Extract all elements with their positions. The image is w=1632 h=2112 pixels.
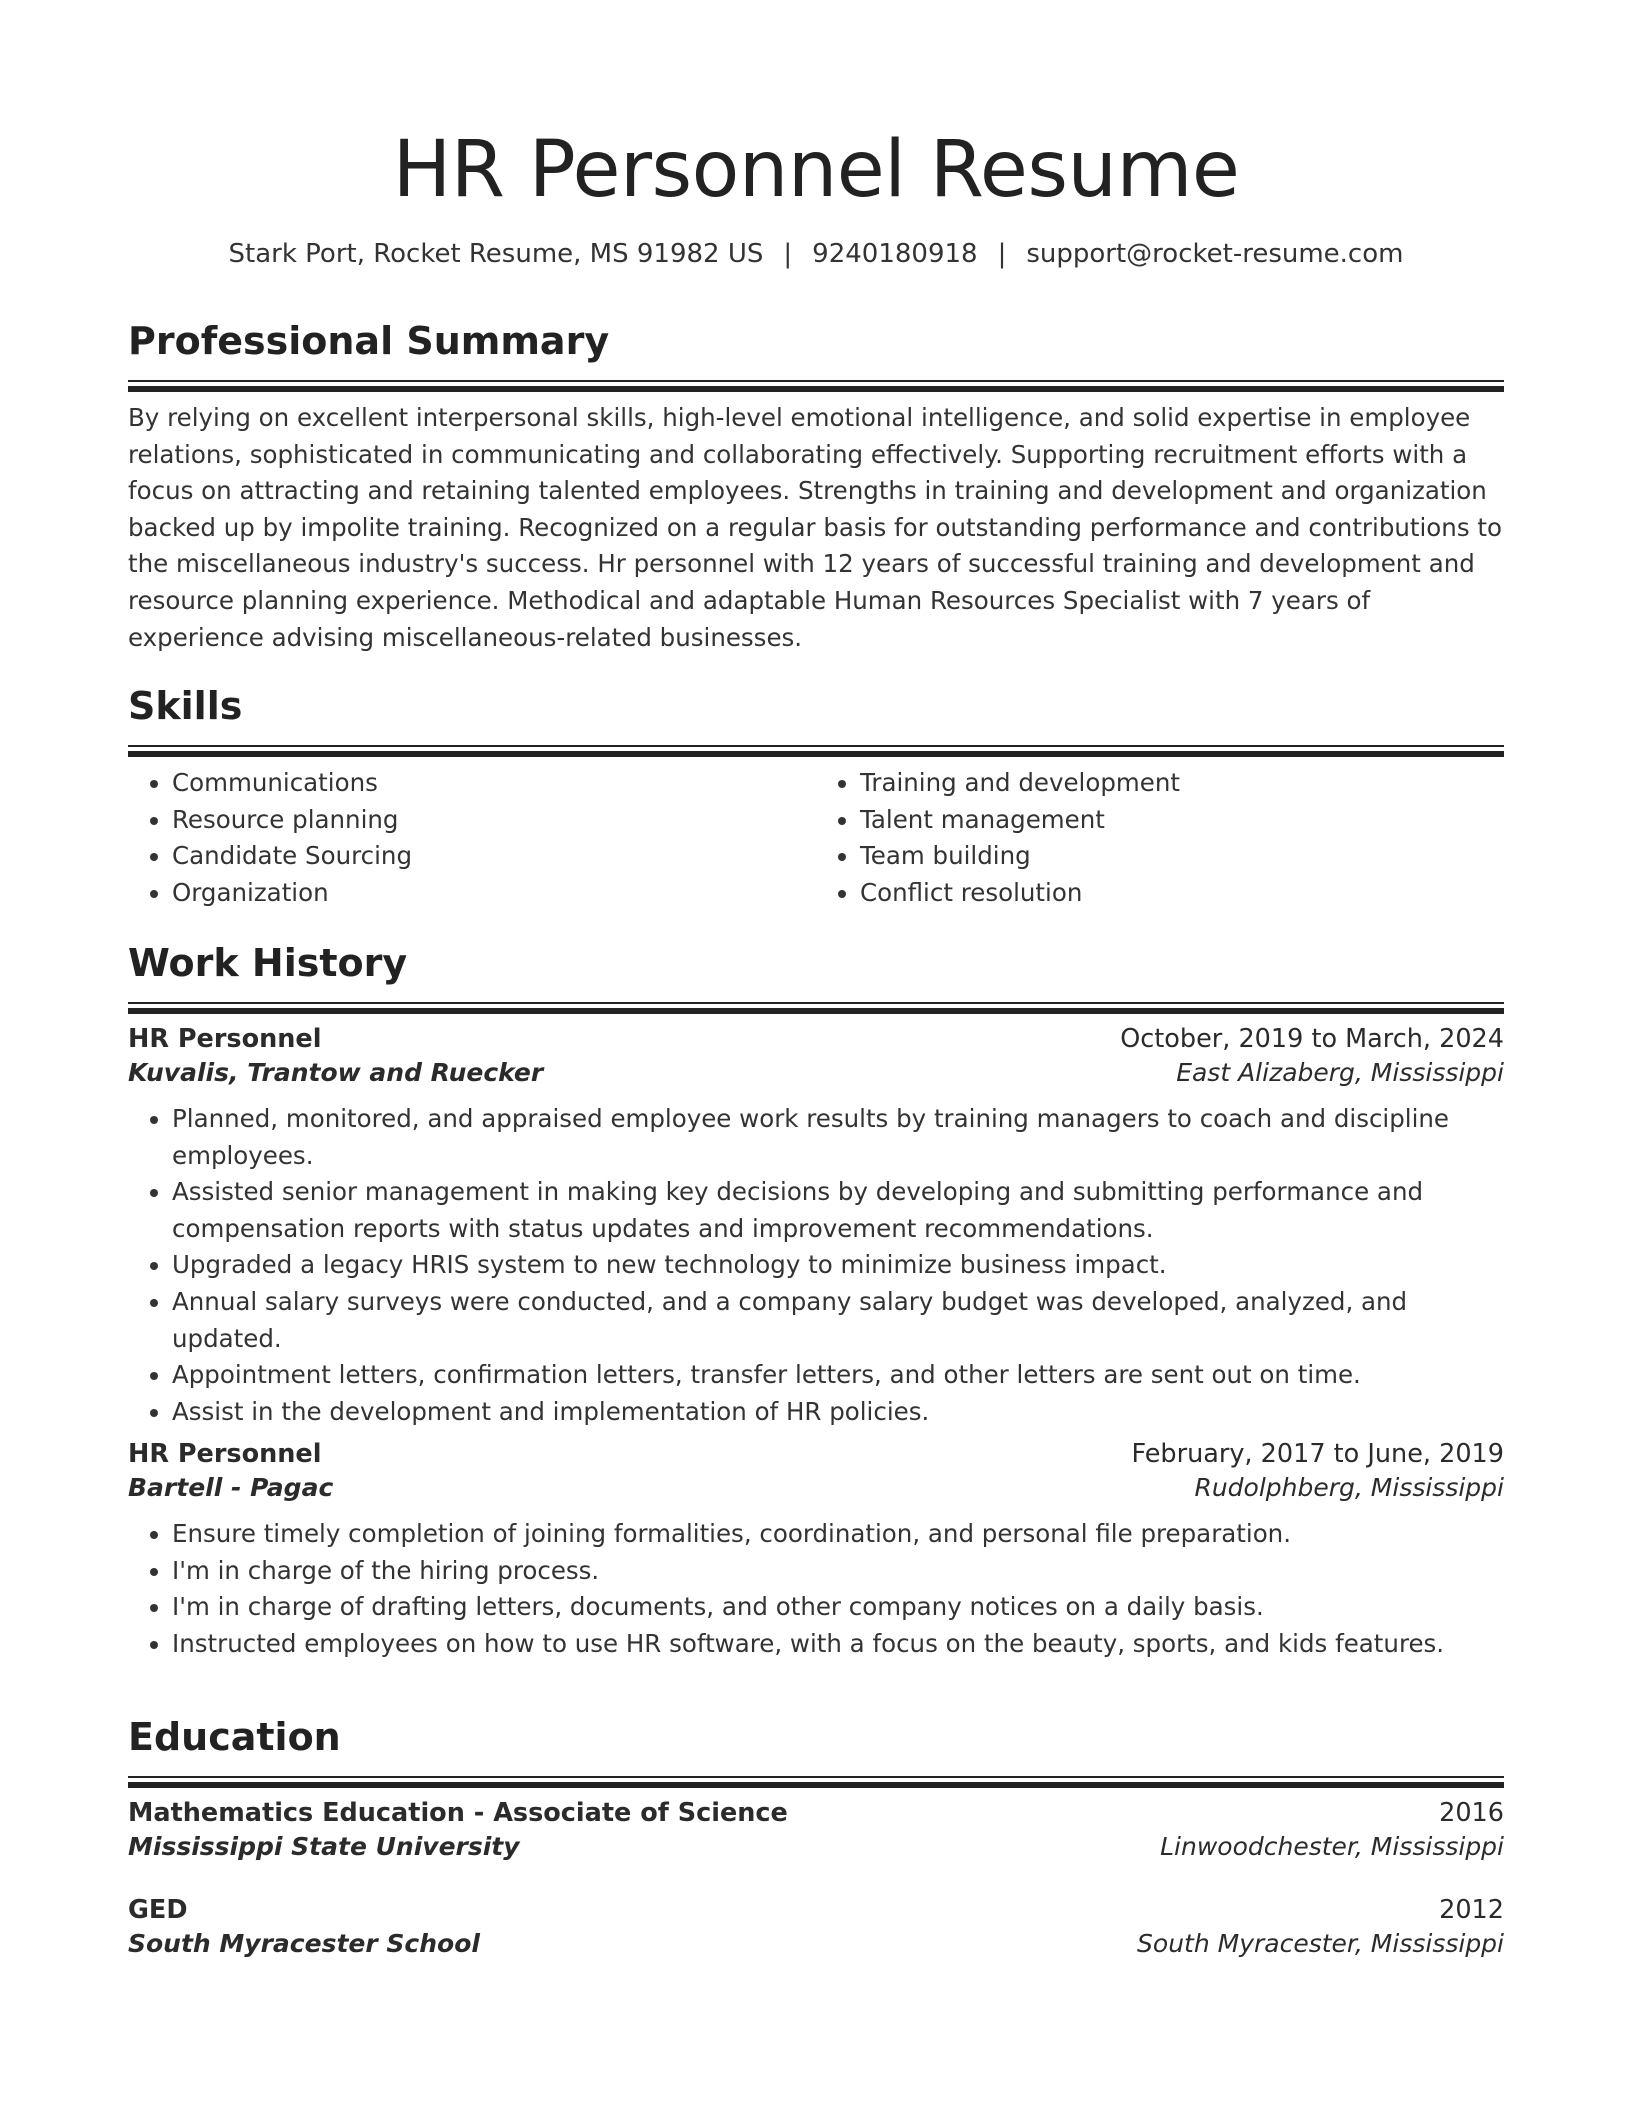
job-bullets bbox=[128, 1516, 1504, 1662]
section-divider bbox=[128, 1002, 1504, 1004]
education-school: South Myracester School bbox=[128, 1929, 480, 1958]
summary-text: By relying on excellent interpersonal skills, high-level emotional intelligence, and solid expertise in employee relations, sophisticated in communicating and collaborating effectively. Supporting recruitment efforts with a focus on attracting and retaining talented employees. Strengths in training and development and organization backed up by impolite training. Recognized on a regular basis for outstanding performance and contributions to the miscellaneous industry's success. Hr personnel with 12 years of successful training and development and resource planning experience. Methodical and adaptable Human Resources Specialist with 7 years of experience advising miscellaneous-related businesses. bbox=[128, 403, 1502, 652]
job-bullet: • Planned, monitored, and appraised employee work results by training managers to coach and discipline employees. bbox=[172, 1101, 1504, 1174]
job-bullet: • Appointment letters, confirmation letters, transfer letters, and other letters are sent out on time. bbox=[172, 1357, 1504, 1394]
skills-list-right bbox=[816, 765, 1504, 911]
education-year: 2016 bbox=[1439, 1798, 1504, 1828]
contact-email: support@rocket-resume.com bbox=[1026, 239, 1404, 269]
job-header bbox=[128, 1439, 1504, 1469]
job-bullet: • Instructed employees on how to use HR software, with a focus on the beauty, sports, and kids features. bbox=[172, 1626, 1504, 1663]
job-title: HR Personnel bbox=[128, 1439, 322, 1469]
education-degree: GED bbox=[128, 1895, 188, 1925]
section-title-skills: Skills bbox=[128, 684, 243, 728]
job-location: Rudolphberg, Mississippi bbox=[1194, 1473, 1504, 1502]
skill-item: • Communications bbox=[172, 765, 816, 802]
job-bullet: • Annual salary surveys were conducted, and a company salary budget was developed, analyzed, and updated. bbox=[172, 1284, 1504, 1357]
section-work-history bbox=[128, 938, 1504, 1430]
job-bullet: • I'm in charge of the hiring process. bbox=[172, 1553, 1504, 1590]
contact-separator: | bbox=[997, 239, 1007, 269]
job-dates: October, 2019 to March, 2024 bbox=[1120, 1024, 1504, 1054]
job-bullet: • Ensure timely completion of joining formalities, coordination, and personal file preparation. bbox=[172, 1516, 1504, 1553]
education-year: 2012 bbox=[1439, 1895, 1504, 1925]
section-divider bbox=[128, 380, 1504, 382]
section-divider bbox=[128, 745, 1504, 747]
job-bullet: • Assist in the development and implementation of HR policies. bbox=[172, 1394, 1504, 1431]
skill-item: • Conflict resolution bbox=[860, 875, 1504, 912]
job-title: HR Personnel bbox=[128, 1024, 322, 1054]
skill-item: • Talent management bbox=[860, 802, 1504, 839]
job-company: Kuvalis, Trantow and Ruecker bbox=[128, 1058, 544, 1087]
job-location: East Alizaberg, Mississippi bbox=[1176, 1058, 1504, 1087]
skills-grid bbox=[128, 765, 1504, 911]
job-company: Bartell - Pagac bbox=[128, 1473, 334, 1502]
education-location: South Myracester, Mississippi bbox=[1137, 1929, 1504, 1958]
education-entry bbox=[128, 1895, 1504, 1958]
education-location: Linwoodchester, Mississippi bbox=[1160, 1832, 1504, 1861]
skill-item: • Training and development bbox=[860, 765, 1504, 802]
job-entry bbox=[128, 1439, 1504, 1662]
section-title-summary: Professional Summary bbox=[128, 319, 610, 363]
section-skills bbox=[128, 681, 1504, 911]
section-summary bbox=[128, 316, 1504, 656]
section-education bbox=[128, 1712, 1504, 1958]
job-bullets bbox=[128, 1101, 1504, 1430]
job-subheader bbox=[128, 1473, 1504, 1502]
skills-list-left bbox=[128, 765, 816, 911]
job-bullet: • Upgraded a legacy HRIS system to new technology to minimize business impact. bbox=[172, 1247, 1504, 1284]
skill-item: • Organization bbox=[172, 875, 816, 912]
contact-address: Stark Port, Rocket Resume, MS 91982 US bbox=[228, 239, 764, 269]
job-header bbox=[128, 1024, 1504, 1054]
job-entry bbox=[128, 1024, 1504, 1430]
job-dates: February, 2017 to June, 2019 bbox=[1131, 1439, 1504, 1469]
section-title-education: Education bbox=[128, 1715, 341, 1759]
contact-phone: 9240180918 bbox=[812, 239, 978, 269]
section-title-work: Work History bbox=[128, 941, 408, 985]
education-header bbox=[128, 1895, 1504, 1925]
contact-line bbox=[128, 236, 1504, 272]
education-school: Mississippi State University bbox=[128, 1832, 520, 1861]
skill-item: • Team building bbox=[860, 838, 1504, 875]
education-degree: Mathematics Education - Associate of Science bbox=[128, 1798, 788, 1828]
education-subheader bbox=[128, 1929, 1504, 1958]
skill-item: • Candidate Sourcing bbox=[172, 838, 816, 875]
section-divider bbox=[128, 1776, 1504, 1778]
education-header bbox=[128, 1798, 1504, 1828]
resume-title: HR Personnel Resume bbox=[392, 125, 1240, 215]
contact-separator: | bbox=[783, 239, 793, 269]
education-entry bbox=[128, 1798, 1504, 1861]
resume-page bbox=[128, 0, 1504, 1958]
job-subheader bbox=[128, 1058, 1504, 1087]
skill-item: • Resource planning bbox=[172, 802, 816, 839]
education-subheader bbox=[128, 1832, 1504, 1861]
job-bullet: • Assisted senior management in making key decisions by developing and submitting performance and compensation reports with status updates and improvement recommendations. bbox=[172, 1174, 1504, 1247]
job-bullet: • I'm in charge of drafting letters, documents, and other company notices on a daily basis. bbox=[172, 1589, 1504, 1626]
